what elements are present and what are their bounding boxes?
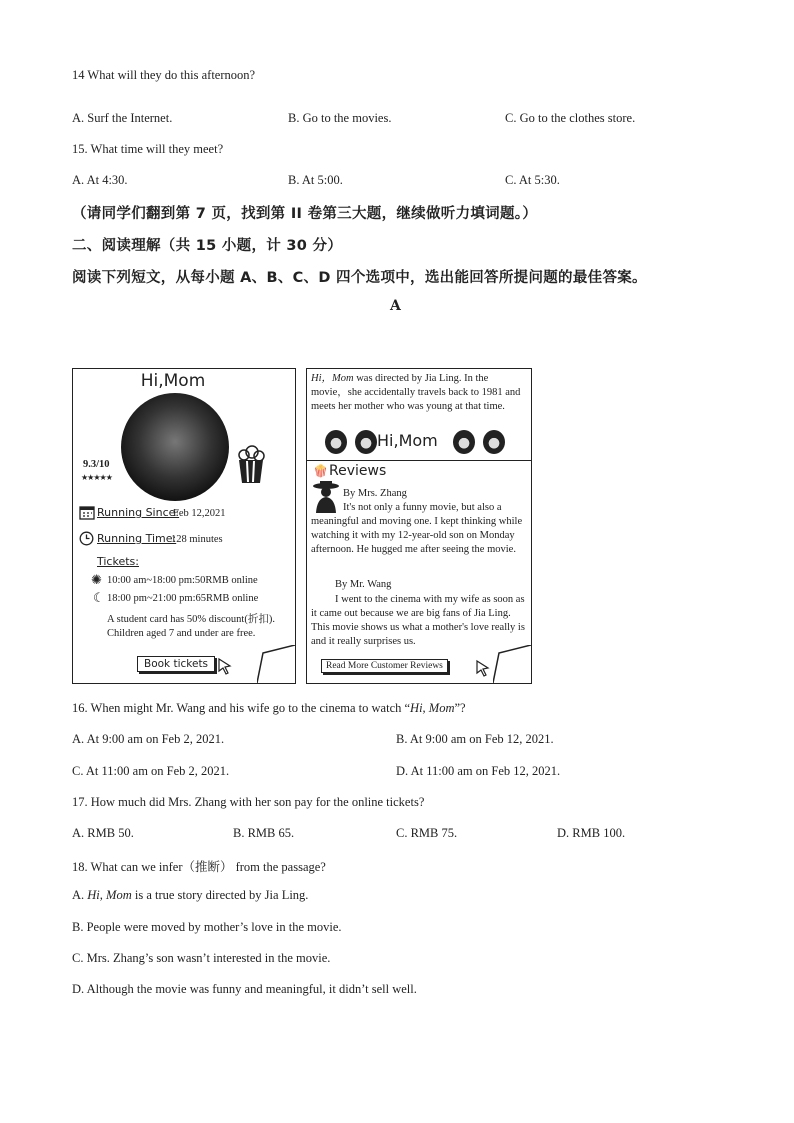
character-portrait xyxy=(483,430,505,454)
student-discount-note: A student card has 50% discount(折扣). xyxy=(107,614,275,625)
q17-option-c[interactable]: C. RMB 75. xyxy=(396,826,458,840)
q16-question-title: Hi, Mom xyxy=(410,701,455,715)
q18-option-a[interactable] xyxy=(72,888,308,903)
q14-option-b[interactable]: B. Go to the movies. xyxy=(288,111,392,125)
q18-option-a-pre: A. xyxy=(72,888,88,902)
divider xyxy=(307,460,531,461)
moon-icon: ☾ xyxy=(93,590,105,605)
popcorn-icon xyxy=(235,445,267,485)
sun-icon: ✺ xyxy=(91,572,102,587)
review-text-2: I went to the cinema with my wife as soon as it came out because we are big fans of Jia Ling. This movie shows us what a mother's love really is and it really surprises us. xyxy=(311,594,525,647)
running-time-label: Running Time: xyxy=(97,532,177,545)
q18-question: 18. What can we infer（推断） from the passage? xyxy=(72,860,326,874)
children-free-note: Children aged 7 and under are free. xyxy=(107,628,256,639)
q18-option-a-title: Hi, Mom xyxy=(87,888,132,902)
section-title: 二、阅读理解（共 15 小题，计 30 分） xyxy=(72,238,343,254)
running-since-value: Feb 12,2021 xyxy=(173,508,226,519)
banner-title: Hi,Mom xyxy=(377,431,438,450)
reviews-panel xyxy=(306,368,532,684)
q15-option-c[interactable]: C. At 5:30. xyxy=(505,173,560,187)
ticket-day-price: 10:00 am~18:00 pm:50RMB online xyxy=(107,575,258,586)
q17-question: 17. How much did Mrs. Zhang with her son pay for the online tickets? xyxy=(72,795,425,809)
passage-label: A xyxy=(390,298,401,314)
q15-question: 15. What time will they meet? xyxy=(72,142,224,156)
calendar-icon xyxy=(79,504,95,520)
q16-option-a[interactable]: A. At 9:00 am on Feb 2, 2021. xyxy=(72,732,225,746)
tickets-label: Tickets: xyxy=(97,555,139,568)
q18-option-b[interactable]: B. People were moved by mother’s love in the movie. xyxy=(72,920,342,934)
q16-option-c[interactable]: C. At 11:00 am on Feb 2, 2021. xyxy=(72,764,230,778)
q17-option-a[interactable]: A. RMB 50. xyxy=(72,826,134,840)
rating: 9.3/10 xyxy=(83,459,110,470)
q17-option-d[interactable]: D. RMB 100. xyxy=(557,826,626,840)
q16-question-post: ”? xyxy=(454,701,466,715)
q15-option-b[interactable]: B. At 5:00. xyxy=(288,173,343,187)
character-portrait xyxy=(355,430,377,454)
q16-option-b[interactable]: B. At 9:00 am on Feb 12, 2021. xyxy=(396,732,554,746)
q14-option-a[interactable]: A. Surf the Internet. xyxy=(72,111,173,125)
reviewer-name-2: By Mr. Wang xyxy=(335,579,392,590)
q16-question-pre: 16. When might Mr. Wang and his wife go to the cinema to watch “ xyxy=(72,701,411,715)
q18-option-c[interactable]: C. Mrs. Zhang’s son wasn’t interested in the movie. xyxy=(72,951,331,965)
movie-intro xyxy=(311,372,525,414)
running-time-value: 128 minutes xyxy=(171,534,223,545)
reviewer-name-1: By Mrs. Zhang xyxy=(343,488,407,499)
rating-stars: ★★★★★ xyxy=(81,473,112,482)
read-more-reviews-button[interactable]: Read More Customer Reviews xyxy=(321,659,448,673)
poster-title: Hi,Mom xyxy=(140,371,206,391)
instruction-note: （请同学们翻到第 7 页，找到第 II 卷第三大题，继续做听力填词题。） xyxy=(72,206,538,222)
q16-question xyxy=(72,701,466,716)
movie-intro-title: Hi，Mom xyxy=(311,373,354,384)
character-portrait xyxy=(453,430,475,454)
popcorn-small-icon: 🍿 xyxy=(313,464,328,478)
reviews-heading: Reviews xyxy=(329,463,387,479)
running-since-label: Running Since: xyxy=(97,506,180,519)
movie-photo xyxy=(121,393,229,501)
q17-option-b[interactable]: B. RMB 65. xyxy=(233,826,295,840)
q14-option-c[interactable]: C. Go to the clothes store. xyxy=(505,111,636,125)
cursor-icon xyxy=(475,659,491,677)
review-text-1: It's not only a funny movie, but also a meaningful and moving one. I kept thinking while watching it with my 12-year-old son on Monday afternoon. He hugged me after seeing the movie. xyxy=(311,502,523,555)
q16-option-d[interactable]: D. At 11:00 am on Feb 12, 2021. xyxy=(396,764,561,778)
movie-intro-text: was directed by Jia Ling. In the movie，she accidentally travels back to 1981 and meets her mother who was young at that time. xyxy=(311,373,521,412)
q18-option-d[interactable]: D. Although the movie was funny and meaningful, it didn’t sell well. xyxy=(72,982,417,996)
ticket-night-price: 18:00 pm~21:00 pm:65RMB online xyxy=(107,593,259,604)
book-tickets-button[interactable]: Book tickets xyxy=(137,656,215,672)
q15-option-a[interactable]: A. At 4:30. xyxy=(72,173,128,187)
folded-corner xyxy=(257,645,295,683)
section-instruction: 阅读下列短文，从每小题 A、B、C、D 四个选项中，选出能回答所提问题的最佳答案。 xyxy=(72,270,647,286)
movie-poster xyxy=(72,368,296,684)
q14-question: 14 What will they do this afternoon? xyxy=(72,68,256,82)
folded-corner xyxy=(493,645,531,683)
cursor-icon xyxy=(217,657,233,675)
q18-option-a-post: is a true story directed by Jia Ling. xyxy=(131,888,309,902)
clock-icon xyxy=(79,531,94,546)
character-portrait xyxy=(325,430,347,454)
